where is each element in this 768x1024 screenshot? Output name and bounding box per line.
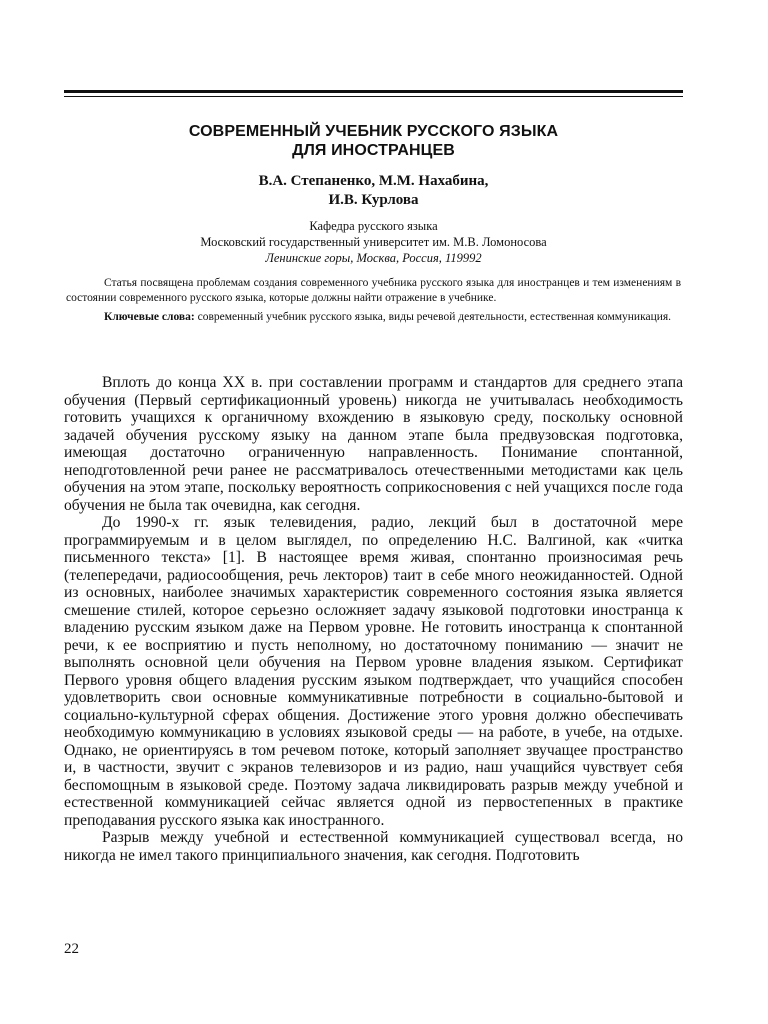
authors-line: В.А. Степаненко, М.М. Нахабина, <box>258 173 489 189</box>
paragraph: Вплоть до конца XX в. при составлении программ и стандартов для среднего этапа обучения (Первый сертификационный уровень) никогда не учитывалась необходимость готовить учащихся к органичному вхождению в языковую среду, поскольку основной задачей обучения русскому языку на данном этапе была предвузовская подготовка, имеющая достаточно ограниченную направленность. Понимание спонтанной, неподготовленной речи ранее не рассматривалось отечественными методистами как цель обучения на этом этапе, поскольку вероятность соприкосновения с ней учащихся после года обучения не была так очевидна, как сегодня. <box>64 374 683 514</box>
header-rule-thin <box>64 96 683 97</box>
keywords-label: Ключевые слова: <box>104 311 195 323</box>
header-rule-thick <box>64 90 683 93</box>
authors <box>64 172 683 210</box>
title-line: СОВРЕМЕННЫЙ УЧЕБНИК РУССКОГО ЯЗЫКА <box>188 123 559 140</box>
authors-line: И.В. Курлова <box>328 192 419 208</box>
abstract <box>66 276 681 325</box>
keywords-list: современный учебник русского языка, виды речевой деятельности, естественная коммуникация. <box>194 311 672 323</box>
paragraph: Разрыв между учебной и естественной коммуникацией существовал всегда, но никогда не имел такого принципиального значения, как сегодня. Подготовить <box>64 829 683 864</box>
body-text <box>64 374 683 864</box>
abstract-text: Статья посвящена проблемам создания современного учебника русского языка для иностранцев и тем изменениям в состоянии современного русского языка, которые должны найти отражение в учебнике. <box>66 277 681 304</box>
department: Кафедра русского языка <box>309 219 438 233</box>
page-number: 22 <box>64 941 79 957</box>
paragraph: До 1990-х гг. язык телевидения, радио, лекций был в достаточной мере программируемым и в целом выглядел, по определению Н.С. Валгиной, как «читка письменного текста» [1]. В настоящее время живая, спонтанно произносимая речь (телепередачи, радиосообщения, речь лекторов) таит в себе много неожиданностей. Одной из основных, наиболее значимых характеристик современного состояния языка является смешение стилей, которое серьезно осложняет задачу языковой подготовки иностранца к владению русским языком даже на Первом уровне. Не готовить иностранца к спонтанной речи, к ее восприятию и пусть неполному, но достаточному пониманию — значит не выполнять основной цели обучения на Первом уровне владения языком. Сертификат Первого уровня общего владения русским языком подтверждает, что учащийся способен удовлетворить свои основные коммуникативные потребности в социально-бытовой и социально-культурной сферах общения. Достижение этого уровня должно обеспечивать необходимую коммуникацию в условиях языковой среды — на работе, в учебе, на отдыхе. Однако, не ориентируясь в том речевом потоке, который заполняет звучащее пространство и, в частности, звучит с экранов телевизоров и из радио, наш учащийся чувствует себя беспомощным в языковой среде. Поэтому задача ликвидировать разрыв между учебной и естественной коммуникацией сейчас является одной из первостепенных в практике преподавания русского языка как иностранного. <box>64 514 683 829</box>
title-line: ДЛЯ ИНОСТРАНЦЕВ <box>292 142 455 159</box>
address: Ленинские горы, Москва, Россия, 119992 <box>265 251 482 265</box>
university: Московский государственный университет им. М.В. Ломоносова <box>200 235 547 249</box>
keywords <box>66 310 681 325</box>
article-title <box>64 122 683 160</box>
affiliation <box>64 218 683 266</box>
